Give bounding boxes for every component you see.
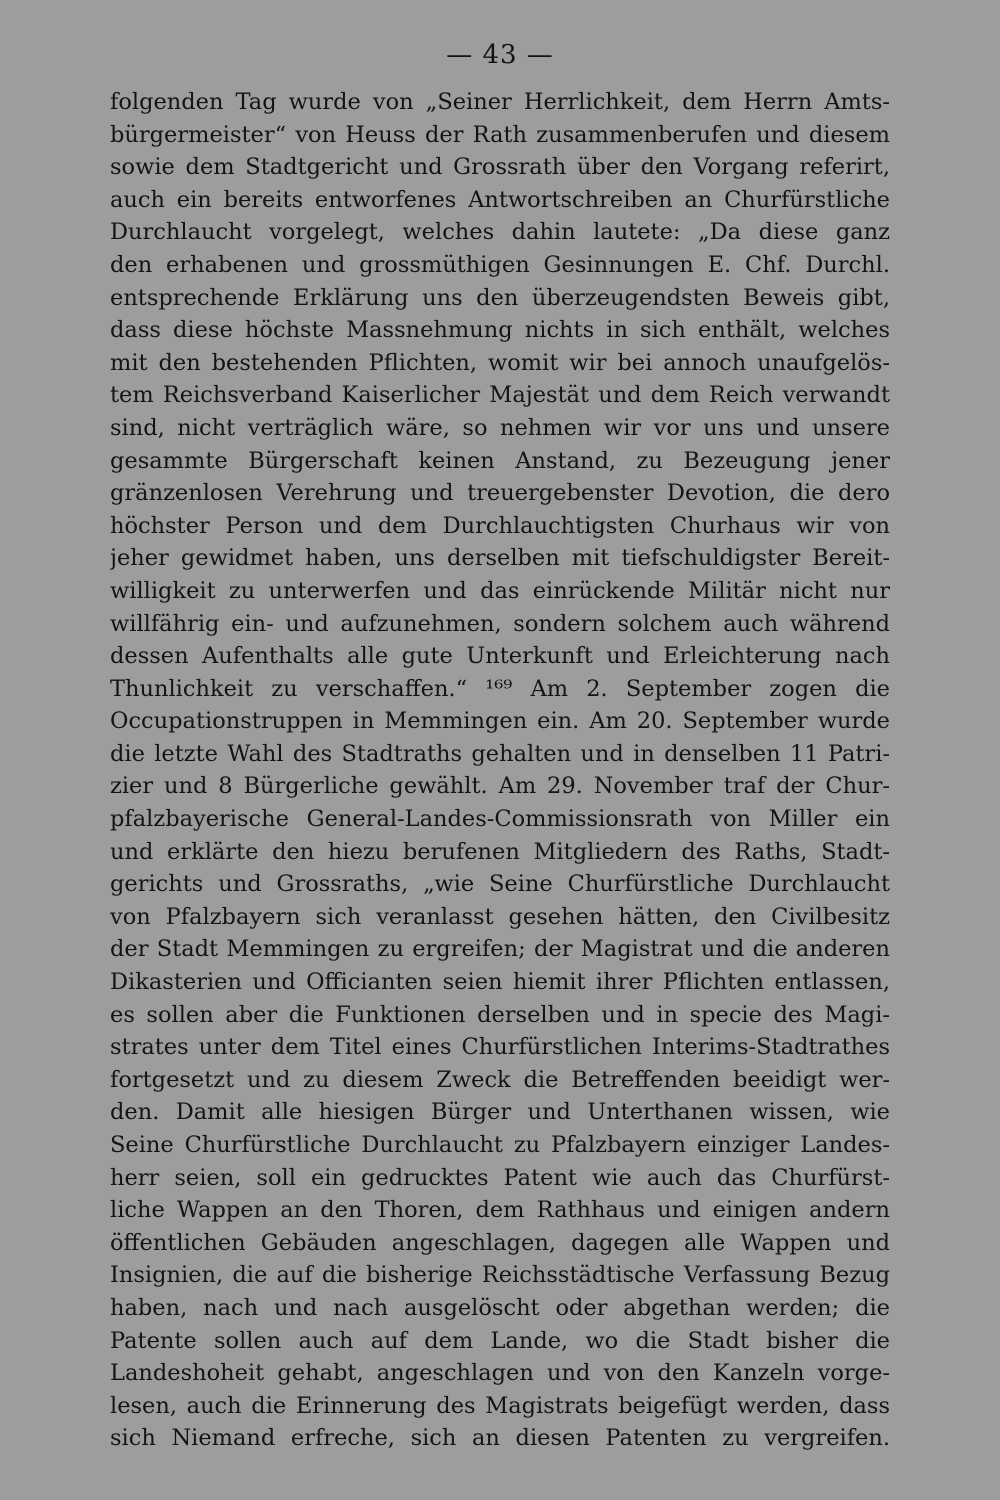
text-line: Thunlichkeit zu verschaffen.“ ¹⁶⁹ Am 2. September zogen die (110, 675, 890, 702)
text-line: gesammte Bürgerschaft keinen Anstand, zu Bezeugung jener (110, 447, 890, 474)
text-line: gränzenlosen Verehrung und treuergebenster Devotion, die dero (110, 480, 890, 507)
text-line: willigkeit zu unterwerfen und das einrückende Militär nicht nur (110, 577, 890, 604)
text-line: Occupationstruppen in Memmingen ein. Am 20. September wurde (110, 708, 890, 735)
text-line: den. Damit alle hiesigen Bürger und Unterthanen wissen, wie (110, 1099, 890, 1126)
text-line: Dikasterien und Officianten seien hiemit ihrer Pflichten entlassen, (110, 969, 890, 996)
text-line: strates unter dem Titel eines Churfürstlichen Interims-Stadtrathes (110, 1034, 890, 1061)
text-line: auch ein bereits entworfenes Antwortschreiben an Churfürstliche (110, 186, 890, 213)
text-line: dessen Aufenthalts alle gute Unterkunft und Erleichterung nach (110, 643, 890, 670)
text-line: dass diese höchste Massnehmung nichts in sich enthält, welches (110, 317, 890, 344)
text-line: tem Reichsverband Kaiserlicher Majestät und dem Reich verwandt (110, 382, 890, 409)
text-line: liche Wappen an den Thoren, dem Rathhaus und einigen andern (110, 1197, 890, 1224)
text-line: höchster Person und dem Durchlauchtigsten Churhaus wir von (110, 512, 890, 539)
text-line: mit den bestehenden Pflichten, womit wir bei annoch unaufgelös- (110, 349, 890, 376)
text-line: sind, nicht verträglich wäre, so nehmen wir vor uns und unsere (110, 414, 890, 441)
text-line: herr seien, soll ein gedrucktes Patent wie auch das Churfürst- (110, 1164, 890, 1191)
text-line: folgenden Tag wurde von „Seiner Herrlichkeit, dem Herrn Amts- (110, 89, 890, 115)
text-line: Insignien, die auf die bisherige Reichsstädtische Verfassung Bezug (110, 1262, 890, 1289)
body-text (110, 86, 890, 1455)
text-line: pfalzbayerische General-Landes-Commissionsrath von Miller ein (110, 806, 890, 833)
text-line: Landeshoheit gehabt, angeschlagen und von den Kanzeln vorge- (110, 1360, 890, 1387)
text-line: haben, nach und nach ausgelöscht oder abgethan werden; die (110, 1294, 890, 1321)
text-line: zier und 8 Bürgerliche gewählt. Am 29. November traf der Chur- (110, 773, 890, 800)
text-line: Seine Churfürstliche Durchlaucht zu Pfalzbayern einziger Landes- (110, 1132, 890, 1158)
text-line: Durchlaucht vorgelegt, welches dahin lautete: „Da diese ganz (110, 219, 890, 246)
text-line: Patente sollen auch auf dem Lande, wo die Stadt bisher die (110, 1327, 890, 1354)
text-line: bürgermeister“ von Heuss der Rath zusammenberufen und diesem (110, 121, 890, 148)
text-line: die letzte Wahl des Stadtraths gehalten und in denselben 11 Patri- (110, 740, 890, 767)
text-line: und erklärte den hiezu berufenen Mitgliedern des Raths, Stadt- (110, 838, 890, 865)
text-line: jeher gewidmet haben, uns derselben mit tiefschuldigster Bereit- (110, 545, 890, 572)
text-line: sowie dem Stadtgericht und Grossrath über den Vorgang referirt, (110, 154, 890, 181)
text-line: gerichts und Grossraths, „wie Seine Churfürstliche Durchlaucht (110, 871, 890, 898)
text-line: fortgesetzt und zu diesem Zweck die Betreffenden beeidigt wer- (110, 1066, 890, 1093)
text-line: sich Niemand erfreche, sich an diesen Patenten zu vergreifen. (110, 1425, 890, 1452)
text-line: öffentlichen Gebäuden angeschlagen, dagegen alle Wappen und (110, 1229, 890, 1256)
page-number: — 43 — (446, 40, 554, 70)
text-line: willfährig ein- und aufzunehmen, sondern solchem auch während (110, 610, 890, 637)
text-line: es sollen aber die Funktionen derselben und in specie des Magi- (110, 1001, 890, 1028)
text-line: den erhabenen und grossmüthigen Gesinnungen E. Chf. Durchl. (110, 251, 890, 278)
text-line: entsprechende Erklärung uns den überzeugendsten Beweis gibt, (110, 284, 890, 311)
text-line: lesen, auch die Erinnerung des Magistrats beigefügt werden, dass (110, 1392, 890, 1419)
text-line: der Stadt Memmingen zu ergreifen; der Magistrat und die anderen (110, 936, 890, 963)
text-line: von Pfalzbayern sich veranlasst gesehen hätten, den Civilbesitz (110, 903, 890, 930)
